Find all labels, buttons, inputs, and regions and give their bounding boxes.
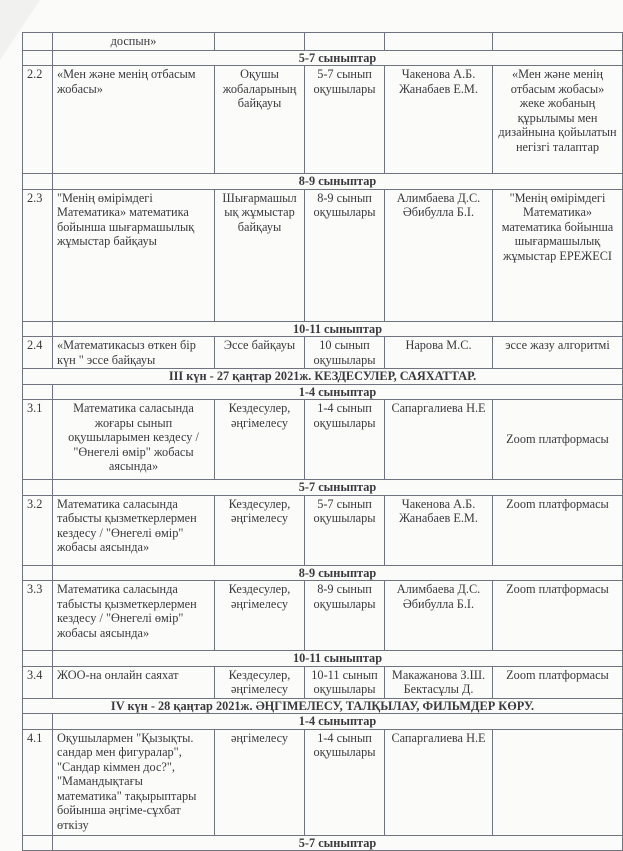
cell-title: Математика саласында табысты қызметкерлермен кездесу / "Өнегелі өмір" жобасы аясында» [53,581,215,651]
cell-num: 4.1 [23,729,53,835]
cell-num: 2.3 [23,189,53,321]
grade-group-label: 1-4 сыныптар [53,384,623,400]
cell-num [23,565,53,581]
grade-group-label: 8-9 сыныптар [53,174,623,190]
cell-title: Математика саласында табысты қызметкерлермен кездесу / "Өнегелі өмір" жобасы аясында» [53,495,215,565]
cell-responsible: Чакенова А.Б. Жанабаев Е.М. [385,66,493,174]
cell-participants: 1-4 сынып оқушылары [305,729,385,835]
cell-participants: 5-7 сынып оқушылары [305,66,385,174]
table-row [23,66,623,174]
cell-form [215,33,305,51]
grade-group-label: 5-7 сыныптар [53,50,623,66]
cell-title: ЖОО-на онлайн саяхат [53,666,215,698]
cell-num [23,651,53,667]
cell-num [23,50,53,66]
cell-responsible: Нарова М.С. [385,337,493,369]
grade-group-header [23,321,623,337]
grade-group-header [23,835,623,851]
cell-result: Zoom платформасы [493,400,623,480]
cell-responsible: Сапаргалиева Н.Е [385,729,493,835]
cell-form: Эссе байқауы [215,337,305,369]
cell-num: 3.3 [23,581,53,651]
grade-group-label: 10-11 сыныптар [53,651,623,667]
cell-form: Оқушы жобаларының байқауы [215,66,305,174]
cell-num [23,835,53,851]
cell-num: 2.4 [23,337,53,369]
table-row [23,189,623,321]
cell-participants: 5-7 сынып оқушылары [305,495,385,565]
cell-title: Оқушылармен "Қызықты. сандар мен фигуралар", "Сандар кіммен дос?", "Мамандықтағы математика" тақырыптары бойынша әңгіме-сұхбат өткізу [53,729,215,835]
cell-num [23,714,53,730]
grade-group-header [23,480,623,496]
cell-title: "Менің өмірімдегі Математика» математика бойынша шығармашылық жұмыстар байқауы [53,189,215,321]
table-row [23,581,623,651]
day-header [23,369,623,385]
cell-participants: 8-9 сынып оқушылары [305,189,385,321]
grade-group-label: 8-9 сыныптар [53,565,623,581]
grade-group-header [23,384,623,400]
cell-num [23,321,53,337]
cell-form: Шығармашыл ық жұмыстар байқауы [215,189,305,321]
table-row [23,495,623,565]
cell-num: 3.4 [23,666,53,698]
cell-participants: 10-11 сынып оқушылары [305,666,385,698]
cell-participants [305,33,385,51]
cell-result: Zoom платформасы [493,666,623,698]
cell-form: Кездесулер, әңгімелесу [215,400,305,480]
cell-result: Zoom платформасы [493,495,623,565]
cell-responsible: Сапаргалиева Н.Е [385,400,493,480]
cell-result [493,729,623,835]
cell-responsible: Макажанова З.Ш. Бектасұлы Д. [385,666,493,698]
event-schedule-table [22,32,623,851]
cell-result: эссе жазу алгоритмі [493,337,623,369]
cell-result: "Менің өмірімдегі Математика» математика бойынша шығармашылық жұмыстар ЕРЕЖЕСІ [493,189,623,321]
day-header [23,698,623,714]
cell-responsible: Чакенова А.Б. Жанабаев Е.М. [385,495,493,565]
cell-form: Кездесулер, әңгімелесу [215,666,305,698]
day-header-label: ІІІ күн - 27 қаңтар 2021ж. КЕЗДЕСУЛЕР, САЯХАТТАР. [23,369,623,385]
day-header-label: ІV күн - 28 қаңтар 2021ж. ӘҢГІМЕЛЕСУ, ТАЛҚЫЛАУ, ФИЛЬМДЕР КӨРУ. [23,698,623,714]
cell-responsible [385,33,493,51]
cell-title: доспын» [53,33,215,51]
grade-group-header [23,174,623,190]
cell-title: «Математикасыз өткен бір күн " эссе байқауы [53,337,215,369]
cell-num [23,384,53,400]
cell-result [493,33,623,51]
continuation-row [23,33,623,51]
grade-group-header [23,565,623,581]
cell-responsible: Алимбаева Д.С. Әбибулла Б.І. [385,581,493,651]
cell-num [23,33,53,51]
cell-title: «Мен және менің отбасым жобасы» [53,66,215,174]
grade-group-header [23,651,623,667]
cell-result: Zoom платформасы [493,581,623,651]
cell-num: 2.2 [23,66,53,174]
cell-participants: 1-4 сынып оқушылары [305,400,385,480]
cell-num [23,174,53,190]
table-row [23,666,623,698]
grade-group-label: 5-7 сыныптар [53,835,623,851]
grade-group-label: 1-4 сыныптар [53,714,623,730]
table-row [23,400,623,480]
cell-participants: 10 сынып оқушылары [305,337,385,369]
cell-form: Кездесулер, әңгімелесу [215,495,305,565]
table-row [23,337,623,369]
cell-participants: 8-9 сынып оқушылары [305,581,385,651]
grade-group-label: 10-11 сыныптар [53,321,623,337]
cell-responsible: Алимбаева Д.С. Әбибулла Б.І. [385,189,493,321]
cell-num: 3.1 [23,400,53,480]
cell-num: 3.2 [23,495,53,565]
cell-num [23,480,53,496]
cell-title: Математика саласында жоғары сынып оқушыларымен кездесу / "Өнегелі өмір" жобасы аясында» [53,400,215,480]
cell-form: Кездесулер, әңгімелесу [215,581,305,651]
cell-form: әңгімелесу [215,729,305,835]
grade-group-header [23,714,623,730]
table-row [23,729,623,835]
grade-group-label: 5-7 сыныптар [53,480,623,496]
cell-result: «Мен және менің отбасым жобасы» жеке жобаның құрылымы мен дизайнына қойылатын негізгі талаптар [493,66,623,174]
grade-group-header [23,50,623,66]
